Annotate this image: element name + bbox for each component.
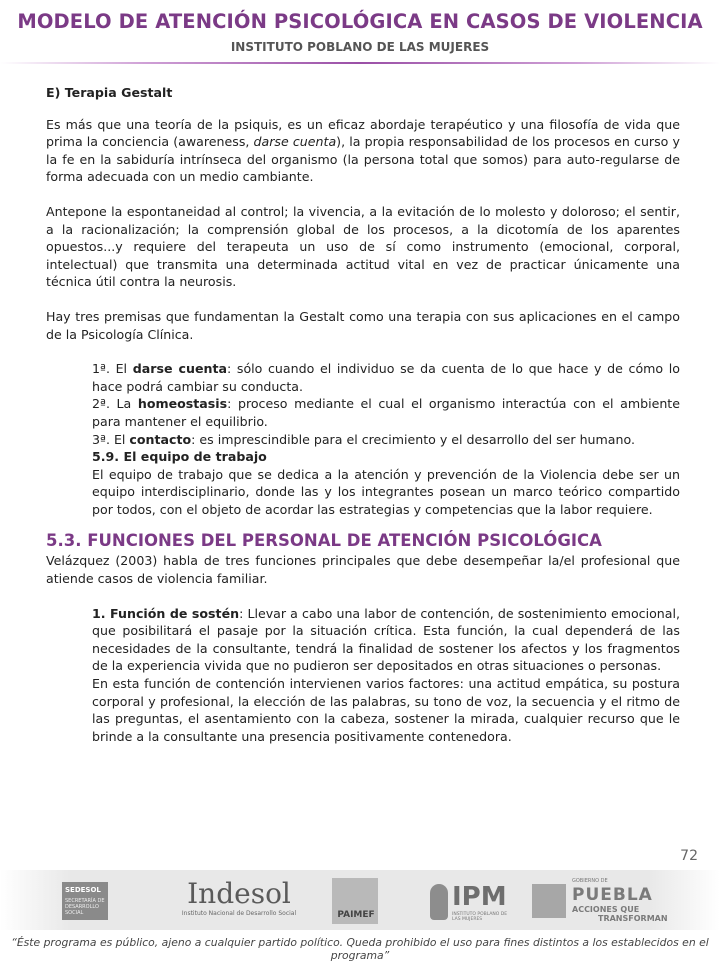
premise-prefix: 3ª. El: [92, 431, 130, 447]
ipm-logo-text: IPM: [452, 882, 507, 912]
paimef-logo-text: PAIMEF: [337, 910, 375, 920]
premise-term: homeostasis: [137, 396, 228, 412]
ipm-figure-icon: [430, 884, 448, 920]
sedesol-logo-subtext: SECRETARÍA DE DESARROLLO SOCIAL: [65, 898, 105, 916]
premise-term: contacto: [129, 431, 192, 447]
section-5-3-intro: Velázquez (2003) habla de tres funciones principales que debe desempeñar la/el profesional que atiende casos de violencia familiar.: [46, 553, 680, 587]
function-support-continuation: En esta función de contención intervienen varios factores: una actitud empática, su postura corporal y profesional, la elección de las palabras, su tono de voz, la secuencia y el ritmo de las preguntas, el asentamiento con la cabeza, sostener la mirada, cualquier recurso que le brinde a la consultante una presencia positivamente contenedora.: [92, 676, 680, 744]
puebla-emblem-icon: [532, 884, 566, 918]
premise-prefix: 2ª. La: [92, 396, 138, 412]
ipm-logo-subtext: INSTITUTO POBLANO DE LAS MUJERES: [452, 912, 508, 922]
page-content: [46, 84, 680, 745]
premise-item: [92, 395, 680, 430]
page-number: 72: [680, 848, 698, 864]
sedesol-logo-text: SEDESOL: [65, 886, 101, 894]
sedesol-logo: [62, 878, 142, 924]
puebla-logo-top-text: GOBIERNO DE: [572, 878, 608, 884]
premise-text: : proceso mediante el cual el organismo interactúa con el ambiente para mantener el equilibrio.: [92, 396, 680, 429]
indesol-logo-text: Indesol: [187, 877, 291, 910]
puebla-logo: [532, 878, 668, 924]
paimef-logo: [330, 878, 382, 924]
puebla-slogan-line1: ACCIONES QUE: [572, 905, 640, 914]
indesol-logo: [175, 878, 303, 924]
premise-item: [92, 360, 680, 395]
team-paragraph: El equipo de trabajo que se dedica a la atención y prevención de la Violencia debe ser un equipo interdisciplinario, donde las y los integrantes posean un marco teórico compartido por todos, con el objeto de acordar las estrategias y competencias que la labor requiere.: [92, 466, 680, 517]
paragraph-text: ), la propia responsabilidad de los procesos en curso y la fe en la sabiduría intrínseca del organismo (la persona total que somos) para auto-regularse de forma adecuada con un medio cambiante.: [46, 134, 680, 185]
puebla-slogan-line2: TRANSFORMAN: [598, 914, 668, 923]
premise-item: [92, 431, 680, 449]
paragraph-gestalt-definition: [46, 116, 680, 186]
section-e-heading: E) Terapia Gestalt: [46, 85, 173, 100]
document-header-subtitle: INSTITUTO POBLANO DE LAS MUJERES: [230, 40, 490, 54]
premise-term: darse cuenta: [132, 361, 227, 377]
premise-prefix: 1ª. El: [92, 361, 133, 377]
italic-term: darse cuenta: [253, 134, 337, 150]
puebla-logo-text: PUEBLA: [572, 885, 653, 905]
document-header-title: MODELO DE ATENCIÓN PSICOLÓGICA EN CASOS DE VIOLENCIA: [17, 10, 703, 33]
premise-text: : es imprescindible para el crecimiento y el desarrollo del ser humano.: [191, 431, 635, 447]
team-heading: 5.9. El equipo de trabajo: [92, 449, 267, 465]
function-term: 1. Función de sostén: [92, 605, 240, 621]
paragraph-gestalt-approach: Antepone la espontaneidad al control; la vivencia, a la evitación de lo molesto y doloroso; el sentir, a la racionalización; la comprensión global de los procesos, a la dicotomía de los aparentes opuestos...y requiere del terapeuta un uso de sí como instrumento (emocional, corporal, intelectual) que transmita una determinada actitud vital en vez de practicar únicamente una técnica útil contra la neurosis.: [46, 203, 680, 290]
ipm-logo: [430, 878, 508, 924]
section-5-3-heading: 5.3. FUNCIONES DEL PERSONAL DE ATENCIÓN PSICOLÓGICA: [46, 531, 602, 551]
function-text: : Llevar a cabo una labor de contención, de sostenimiento emocional, que posibilitará el pasaje por la situación crítica. Esta función, la cual dependerá de las necesidades de la consultante, tendrá la finalidad de sostener los afectos y los fragmentos de la experiencia vivida que no pudieron ser depositados en otras situaciones o personas.: [92, 605, 680, 674]
function-support-paragraph: [92, 605, 680, 675]
paragraph-text: Es más que una teoría de la psiquis, es un eficaz abordaje terapéutico y una filosofía de vida que prima la conciencia (awareness,: [46, 116, 680, 150]
premise-text: : sólo cuando el individuo se da cuenta de lo que hace y de cómo lo hace podrá cambiar su conducta.: [92, 361, 680, 394]
header-divider: [0, 62, 720, 64]
footer-disclaimer: “Éste programa es público, ajeno a cualquier partido político. Queda prohibido el uso para fines distintos a los establecidos en el programa”: [11, 936, 709, 962]
paragraph-premises-intro: Hay tres premisas que fundamentan la Gestalt como una terapia con sus aplicaciones en el campo de la Psicología Clínica.: [46, 308, 680, 342]
indesol-logo-subtext: Instituto Nacional de Desarrollo Social: [181, 910, 297, 917]
